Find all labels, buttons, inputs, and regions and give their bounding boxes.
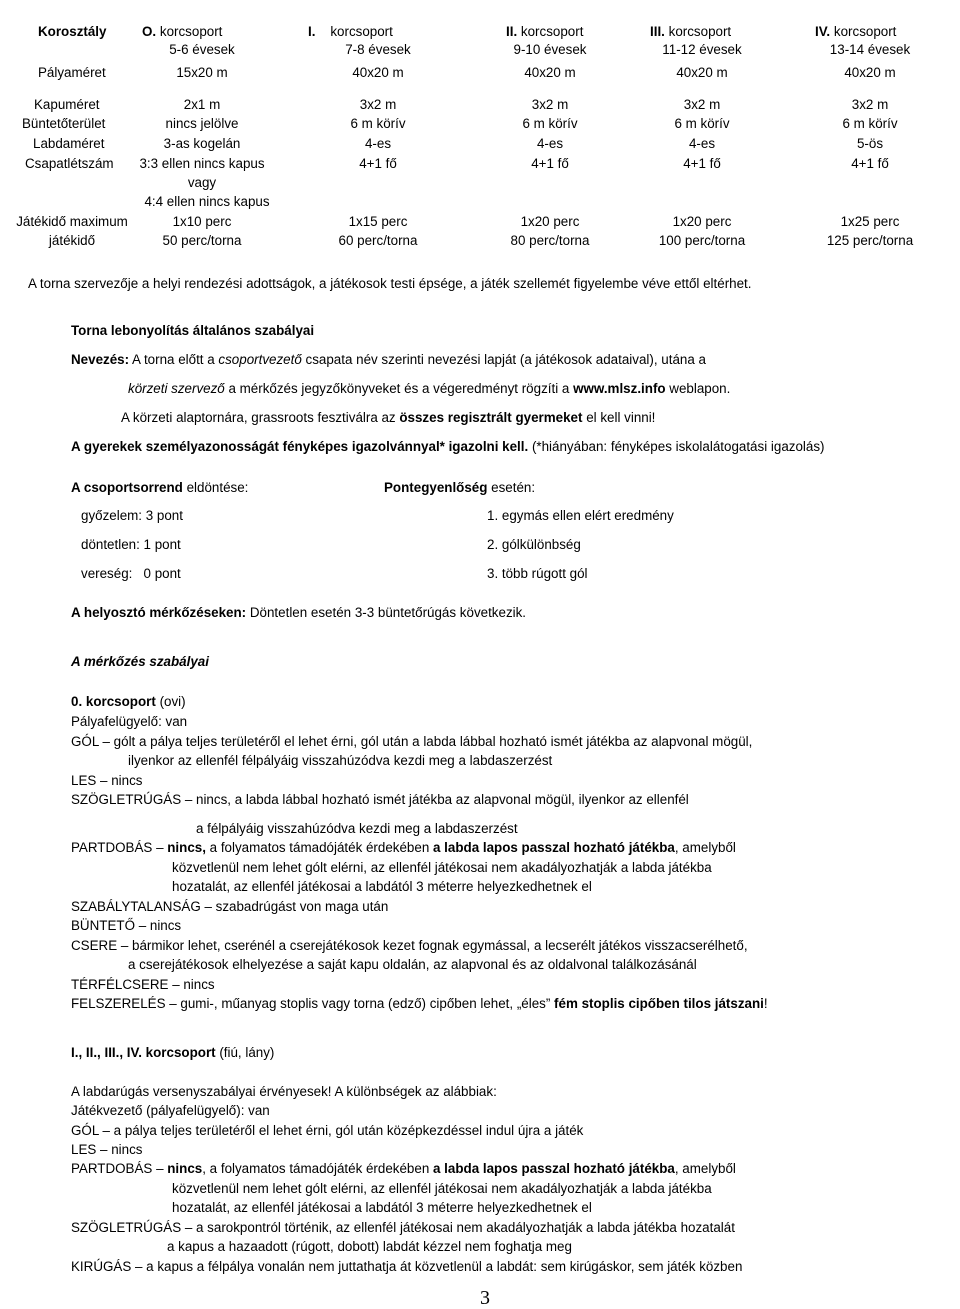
ranking-title: A csoportsorrend eldöntése: [71,480,249,495]
cell: 40x20 m [844,65,896,80]
sec1-line: LES – nincs [71,1142,143,1157]
cell-extra: vagy [187,175,217,190]
registration-line: Nevezés: A torna előtt a csoportvezető csapata név szerinti nevezési lapját (a játékosok adataival), utána a [71,352,706,367]
sec0-line: hozatalát, az ellenfél játékosai a labdától 3 méterre helyezkedhetnek el [172,879,592,894]
section-0-title: 0. korcsoport (ovi) [71,694,186,709]
cell-extra: 4:4 ellen nincs kapus [144,194,270,209]
cell: 1x20 perc [672,214,732,229]
sec0-line: TÉRFÉLCSERE – nincs [71,977,215,992]
sec1-line: A labdarúgás versenyszabályai érvényesek! A különbségek az alábbiak: [71,1084,497,1099]
group-1-title: I. korcsoport [308,24,393,39]
section-1-title: I., II., III., IV. korcsoport (fiú, lány) [71,1045,275,1060]
page-number: 3 [480,1287,490,1309]
placement-rule: A helyosztó mérkőzéseken: Döntetlen esetén 3-3 büntetőrúgás következik. [71,605,527,620]
cell: 2x1 m [183,97,221,112]
cell: 1x20 perc [520,214,580,229]
match-rules-title: A mérkőzés szabályai [71,654,209,669]
row-label-2: játékidő [48,233,96,248]
cell: 100 perc/torna [658,233,746,248]
points-win: győzelem: 3 pont [81,508,183,523]
cell: 1x15 perc [348,214,408,229]
sec1-line: a kapus a hazaadott (rúgott, dobott) labdát kézzel nem foghatja meg [167,1239,572,1254]
sec0-line: SZÖGLETRÚGÁS – nincs, a labda lábbal hozható ismét játékba az alapvonal mögül, ilyenkor az ellenfél [71,792,689,807]
group-3-ages: 11-12 évesek [662,42,742,57]
points-draw: döntetlen: 1 pont [81,537,181,552]
cell: 40x20 m [676,65,728,80]
organizer-note: A torna szervezője a helyi rendezési adottságok, a játékosok testi épsége, a játék szellemét figyelembe véve ettől eltérhet. [28,276,752,291]
tiebreak-3: 3. több rúgott gól [487,566,588,581]
cell: 6 m körív [674,116,730,131]
sec0-line: BÜNTETŐ – nincs [71,918,182,933]
sec1-line: SZÖGLETRÚGÁS – a sarokpontról történik, az ellenfél játékosai nem akadályozhatják a labda játékba hozatalát [71,1220,735,1235]
row-label: Labdaméret [33,136,105,151]
sec1-throw-in: PARTDOBÁS – nincs, a folyamatos támadójáték érdekében a labda lapos passzal hozható játékba, amelyből [71,1161,736,1176]
cell: 3x2 m [359,97,397,112]
row-label: Büntetőterület [22,116,106,131]
sec0-line: a cserejátékosok elhelyezése a saját kapu oldalán, az alapvonal és az oldalvonal találkozásánál [128,957,697,972]
cell: 40x20 m [524,65,576,80]
cell: 4+1 fő [359,156,397,171]
id-check-line: A gyerekek személyazonosságát fényképes igazolvánnyal* igazolni kell. (*hiányában: fényképes iskolalátogatási igazolás) [71,439,825,454]
website-link[interactable]: www.mlsz.info [573,381,666,396]
row-label: Csapatlétszám [25,156,114,171]
header-label: Korosztály [38,24,107,39]
group-2-title: II. korcsoport [506,24,584,39]
cell: 4+1 fő [531,156,569,171]
sec0-line: SZABÁLYTALANSÁG – szabadrúgást von maga után [71,899,389,914]
sec0-line: GÓL – gólt a pálya teljes területéről el lehet érni, gól után a labda lábbal hozható ismét játékba az alapvonal mögül, [71,734,753,749]
sec1-line: Játékvezető (pályafelügyelő): van [71,1103,270,1118]
cell: 80 perc/torna [510,233,590,248]
cell: nincs jelölve [165,116,239,131]
cell: 4+1 fő [683,156,721,171]
sec0-line: közvetlenül nem lehet gólt elérni, az ellenfél játékosai nem akadályozhatják a labda játékba [172,860,712,875]
cell: 15x20 m [176,65,228,80]
tiebreak-1: 1. egymás ellen elért eredmény [487,508,674,523]
group-3-title: III. korcsoport [650,24,732,39]
cell: 3:3 ellen nincs kapus [139,156,265,171]
cell: 3-as kogelán [163,136,241,151]
group-2-ages: 9-10 évesek [513,42,587,57]
sec1-line: közvetlenül nem lehet gólt elérni, az ellenfél játékosai nem akadályozhatják a labda játékba [172,1181,712,1196]
row-label: Pályaméret [38,65,106,80]
group-4-title: IV. korcsoport [815,24,897,39]
tiebreak-title: Pontegyenlőség esetén: [384,480,536,495]
registered-players-line: A körzeti alaptornára, grassroots fesztiválra az összes regisztrált gyermeket el kell vinni! [121,410,656,425]
sec1-line: hozatalát, az ellenfél játékosai a labdától 3 méterre helyezkedhetnek el [172,1200,592,1215]
sec0-line: CSERE – bármikor lehet, cserénél a cserejátékosok kezet fognak egymással, a lecserélt játékos visszacserélhető, [71,938,748,953]
cell: 3x2 m [683,97,721,112]
sec0-throw-in: PARTDOBÁS – nincs, a folyamatos támadójáték érdekében a labda lapos passzal hozható játékba, amelyből [71,840,736,855]
sec0-line: Pályafelügyelő: van [71,714,188,729]
group-1-ages: 7-8 évesek [345,42,411,57]
points-loss: vereség: 0 pont [81,566,181,581]
cell: 4-es [536,136,564,151]
registration-line-2: körzeti szervező a mérkőzés jegyzőkönyveket és a végeredményt rögzíti a www.mlsz.info weblapon. [128,381,731,396]
group-0-title: O. korcsoport [142,24,223,39]
row-label: Kapuméret [34,97,100,112]
sec1-line: KIRÚGÁS – a kapus a félpálya vonalán nem juttathatja át közvetlenül a labdát: sem kirúgáskor, sem játék közben [71,1259,743,1274]
cell: 6 m körív [522,116,578,131]
cell: 4+1 fő [851,156,889,171]
group-4-ages: 13-14 évesek [829,42,911,57]
cell: 1x10 perc [172,214,232,229]
cell: 4-es [688,136,716,151]
cell: 60 perc/torna [338,233,418,248]
cell: 40x20 m [352,65,404,80]
tiebreak-2: 2. gólkülönbség [487,537,581,552]
cell: 6 m körív [842,116,898,131]
cell: 1x25 perc [840,214,900,229]
cell: 3x2 m [531,97,569,112]
rules-title: Torna lebonyolítás általános szabályai [71,323,315,338]
cell: 3x2 m [851,97,889,112]
sec1-line: GÓL – a pálya teljes területéről el lehet érni, gól után középkezdéssel indul újra a játék [71,1123,584,1138]
cell: 125 perc/torna [826,233,914,248]
cell: 6 m körív [350,116,406,131]
cell: 4-es [364,136,392,151]
sec0-line: ilyenkor az ellenfél félpályáig visszahúzódva kezdi meg a labdaszerzést [128,753,553,768]
group-0-ages: 5-6 évesek [169,42,235,57]
row-label: Játékidő maximum [16,214,128,229]
sec0-equipment: FELSZERELÉS – gumi-, műanyag stoplis vagy torna (edző) cipőben lehet, „éles” fém stoplis cipőben tilos játszani! [71,996,768,1011]
sec0-line: LES – nincs [71,773,143,788]
sec0-line: a félpályáig visszahúzódva kezdi meg a labdaszerzést [196,821,518,836]
cell: 50 perc/torna [162,233,242,248]
cell: 5-ös [856,136,884,151]
